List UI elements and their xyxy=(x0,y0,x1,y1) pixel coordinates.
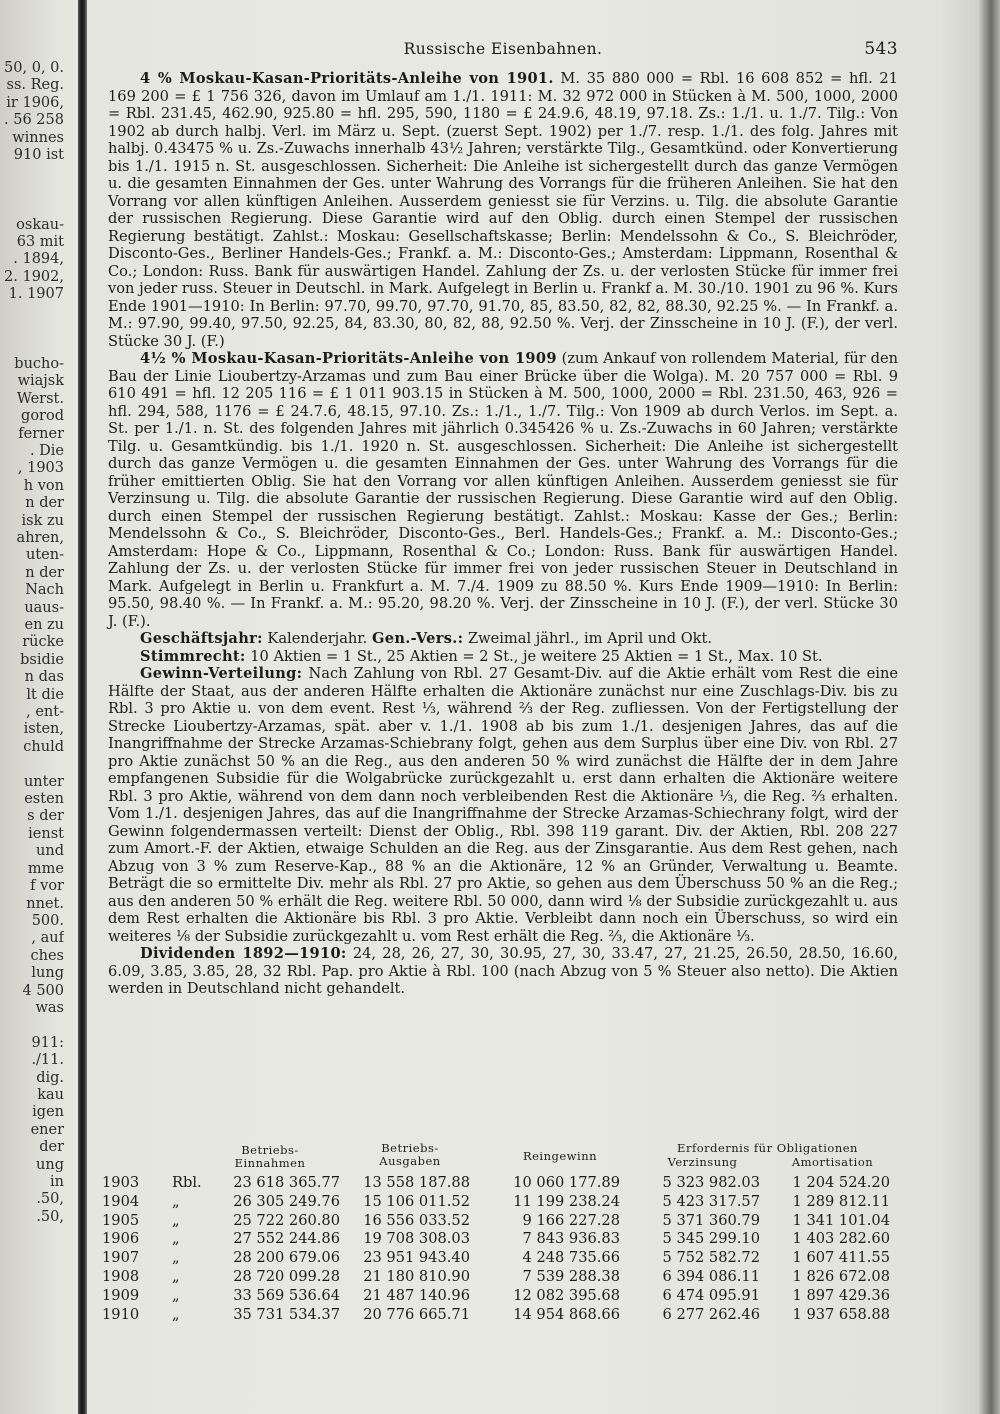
margin-fragment: 910 ist xyxy=(13,147,64,164)
paragraph-heading: Dividenden 1892—1910: xyxy=(140,945,347,962)
cell-verzinsung: 6 277 262.46 xyxy=(662,1305,760,1323)
margin-fragment xyxy=(0,1017,64,1034)
cell-verzinsung: 5 423 317.57 xyxy=(662,1192,760,1210)
cell-amortisation: 1 937 658.88 xyxy=(792,1305,890,1323)
cell-reingewinn: 7 843 936.83 xyxy=(522,1230,620,1248)
cell-betriebs-einnahmen: 26 305 249.76 xyxy=(233,1192,340,1210)
table-row xyxy=(100,1230,900,1249)
margin-fragment: bsidie xyxy=(20,651,64,668)
cell-year: 1905 xyxy=(102,1211,140,1229)
margin-fragment: , 1903 xyxy=(17,460,64,477)
margin-fragment xyxy=(0,339,64,356)
margin-fragment: nnet. xyxy=(26,895,64,912)
margin-fragment: ss. Reg. xyxy=(6,77,64,94)
cell-year: 1907 xyxy=(102,1249,140,1267)
cell-year: 1910 xyxy=(102,1305,140,1323)
cell-currency: „ xyxy=(172,1267,180,1285)
margin-fragment: 1. 1907 xyxy=(8,286,64,303)
margin-fragment: esten xyxy=(24,791,64,808)
margin-fragment: . 1894, xyxy=(13,251,64,268)
cell-betriebs-ausgaben: 23 951 943.40 xyxy=(363,1249,470,1267)
margin-fragment: 63 mit xyxy=(16,234,64,251)
cell-betriebs-ausgaben: 15 106 011.52 xyxy=(363,1192,470,1210)
margin-fragment xyxy=(0,321,64,338)
page-number: 543 xyxy=(864,39,898,59)
cell-verzinsung: 5 752 582.72 xyxy=(662,1249,760,1267)
margin-fragment: und xyxy=(36,843,64,860)
paragraph-text: (zum Ankauf von rollendem Material, für den Bau der Linie Lioubertzy-Arzamas und zum Bau einer Brücke über die Wolga). M. 20 757 000 = Rbl. 9 610 491 = hfl. 12 205 116 = £ 1 011 903.15 in Stücken à M. 500, 1000, 2000 = Rbl. 231.50, 463, 926 = hfl. 294, 588, 1176 = £ 24.7.6, 48.15, 97.10. Zs.: 1./1., 1./7. Tilg.: Von 1909 ab durch Verlos. im Sept. a. St. per 1./1. n. St. des folgenden Jahres mit jährlich 0.345426 % u. Zs.-Zuwachs in 60 Jahren; verstärkte Tilg. u. Gesamtkündig. bis 1./1. 1920 n. St. ausgeschlossen. Sicherheit: Die Anleihe ist sichergestellt durch das ganze Vermögen u. die gesamten Einnahmen der Ges. unter Wahrung des Vorrangs für die früher emittierten Oblig. Sie hat den Vorrang vor allen künftigen Anleihen. Ausserdem geniesst sie für Verzinsung u. Tilg. die absolute Garantie der russischen Regierung. Diese Garantie wird auf den Oblig. durch einen Stempel der russischen Regierung bestätigt. Zahlst.: Moskau: Kasse der Ges.; Berlin: Mendelssohn & Co., S. Bleichröder, Disconto-Ges., Berl. Handels-Ges.; Frankf. a. M.: Disconto-Ges.; Amsterdam: Hope & Co., Lippmann, Rosenthal & Co.; London: Russ. Bank für auswärtigen Handel. Zahlung der Zs. u. der verlosten Stücke für immer frei von jeder russischen Steuer in Deutschland in Mark. Aufgelegt in Berlin u. Frankfurt a. M. 7./4. 1909 zu 88.50 %. Kurs Ende 1909—1910: In Berlin: 95.50, 98.40 %. — In Frankf. a. M.: 95.20, 98.20 %. Verj. der Zinsscheine in 10 J. (F.), der verl. Stücke 30 J. (F.). xyxy=(108,350,898,630)
paragraph-text: Kalenderjahr. xyxy=(267,630,368,647)
margin-fragment: h von xyxy=(23,477,64,494)
margin-fragment xyxy=(0,199,64,216)
cell-betriebs-ausgaben: 16 556 033.52 xyxy=(363,1211,470,1229)
margin-fragment: n der xyxy=(25,495,64,512)
paragraph-heading: Gewinn-Verteilung: xyxy=(140,665,303,682)
margin-fragment: Werst. xyxy=(16,390,64,407)
financial-table xyxy=(100,1140,900,1324)
table-row xyxy=(100,1249,900,1268)
margin-fragment: rücke xyxy=(22,634,64,651)
main-text-column xyxy=(108,70,898,998)
margin-fragment: 500. xyxy=(31,912,64,929)
cell-betriebs-ausgaben: 21 487 140.96 xyxy=(363,1286,470,1304)
margin-fragment: , ent- xyxy=(26,704,64,721)
margin-fragment: s der xyxy=(27,808,64,825)
cell-amortisation: 1 826 672.08 xyxy=(792,1267,890,1285)
cell-betriebs-einnahmen: 27 552 244.86 xyxy=(233,1230,340,1248)
header-betriebs-ausgaben: Betriebs- Ausgaben xyxy=(379,1141,441,1168)
paragraph-text: Nach Zahlung von Rbl. 27 Gesamt-Div. auf die Aktie erhält vom Rest die eine Hälfte der Staat, aus der anderen Hälfte erhalten die Aktionäre zunächst nur eine Zuschlags-Div. bis zu Rbl. 3 pro Aktie u. von dem event. Rest ⅓, während ⅔ der Reg. zufliessen. Von der Fertigstellung der Strecke Lioubertzy-Arzamas, spät. aber v. 1./1. 1908 ab bis zum 1./1. desjenigen Jahres, das auf die Inangriffnahme der Strecke Arzamas-Schiebrany folgt, gehen aus dem Surplus über eine Div. von Rbl. 27 pro Aktie zunächst 50 % an die Reg., aus den anderen 50 % wird zunächst die Hälfte der in dem Jahre empfangenen Subsidie für die Wolgabrücke zurückgezahlt u. erst dann erhalten die Aktionäre weitere Rbl. 3 pro Aktie, während von dem dann noch verbleibenden Rest die Aktionäre ⅓, die Reg. ⅔ erhalten. Vom 1./1. desjenigen Jahres, das auf die Inangriffnahme der Strecke Arzamas-Schiechrany folgt, wird der Gewinn folgendermassen verteilt: Dienst der Oblig., Rbl. 398 119 garant. Div. der Aktien, Rbl. 208 227 zum Amort.-F. der Aktien, etwaige Schulden an die Reg. aus der Zinsgarantie. Aus dem Rest gehen, nach Abzug von 3 % zum Reserve-Kap., 88 % an die Aktionäre, 12 % an Gründer, Verwaltung u. Beamte. Beträgt die so ermittelte Div. mehr als Rbl. 27 pro Aktie, so gehen aus dem Überschuss 50 % an die Reg.; aus den anderen 50 % erhält die Reg. weitere Rbl. 50 000, dann wird ⅛ der Subsidie zurückgezahlt u. aus dem Rest erhalten die Aktionäre bis Rbl. 3 pro Aktie. Verbleibt dann noch ein Überschuss, so wird ein weiteres ⅛ der Subsidie zurückgezahlt u. vom Rest erhält die Reg. ⅔, die Aktionäre ⅓. xyxy=(108,665,898,945)
margin-fragment: uten- xyxy=(26,547,64,564)
margin-fragment: ./11. xyxy=(31,1052,64,1069)
cell-betriebs-einnahmen: 25 722 260.80 xyxy=(233,1211,340,1229)
cell-verzinsung: 5 371 360.79 xyxy=(662,1211,760,1229)
paragraph-dividenden xyxy=(108,945,898,998)
cell-reingewinn: 11 199 238.24 xyxy=(513,1192,620,1210)
margin-fragment: igen xyxy=(32,1104,64,1121)
header-amortisation: Amortisation xyxy=(791,1155,874,1169)
book-gutter-shadow xyxy=(78,0,87,1414)
table-body xyxy=(100,1174,900,1324)
paragraph-heading: 4½ % Moskau-Kasan-Prioritäts-Anleihe von 1909 xyxy=(140,350,557,367)
cell-reingewinn: 7 539 288.38 xyxy=(522,1267,620,1285)
margin-fragment: unter xyxy=(23,773,64,790)
cell-currency: „ xyxy=(172,1211,180,1229)
cell-betriebs-einnahmen: 35 731 534.37 xyxy=(233,1305,340,1323)
paragraph-heading-gen-vers: Gen.-Vers.: xyxy=(371,630,464,647)
header-verzinsung: Verzinsung xyxy=(667,1155,738,1169)
cell-amortisation: 1 897 429.36 xyxy=(792,1286,890,1304)
margin-fragment: uaus- xyxy=(24,599,64,616)
cell-betriebs-ausgaben: 13 558 187.88 xyxy=(363,1174,470,1191)
margin-fragment: en zu xyxy=(24,617,64,633)
margin-fragment: 911: xyxy=(31,1034,64,1051)
margin-fragment: ung xyxy=(36,1156,64,1173)
margin-fragment: . 56 258 xyxy=(4,112,64,129)
table-row xyxy=(100,1212,900,1231)
margin-fragment: oskau- xyxy=(16,216,64,233)
running-head-title: Russische Eisenbahnen. xyxy=(403,40,603,58)
cell-betriebs-ausgaben: 19 708 308.03 xyxy=(363,1230,470,1248)
cell-year: 1908 xyxy=(102,1267,140,1285)
margin-fragment: ir 1906, xyxy=(6,94,64,111)
table-row xyxy=(100,1174,900,1193)
cell-amortisation: 1 204 524.20 xyxy=(792,1174,890,1191)
margin-fragment: winnes xyxy=(12,129,64,146)
margin-fragment: f vor xyxy=(30,878,64,895)
margin-fragment: n das xyxy=(24,669,64,686)
margin-fragment: dig. xyxy=(36,1069,64,1086)
paragraph-heading: Geschäftsjahr: xyxy=(140,630,263,647)
margin-fragment: n der xyxy=(25,564,64,581)
table-row xyxy=(100,1268,900,1287)
margin-fragment: ches xyxy=(30,947,64,964)
header-reingewinn: Reingewinn xyxy=(522,1149,598,1163)
margin-fragment: bucho- xyxy=(14,355,64,372)
cell-verzinsung: 6 474 095.91 xyxy=(662,1286,760,1304)
header-erfordernis-obligationen: Erfordernis für Obligationen xyxy=(677,1141,858,1155)
margin-fragment: der xyxy=(39,1139,64,1156)
cell-currency: Rbl. xyxy=(172,1174,202,1191)
cell-reingewinn: 12 082 395.68 xyxy=(513,1286,620,1304)
running-head xyxy=(108,40,898,64)
cell-betriebs-ausgaben: 20 776 665.71 xyxy=(363,1305,470,1323)
paragraph-heading: Stimmrecht: xyxy=(140,647,246,665)
cell-betriebs-einnahmen: 28 200 679.06 xyxy=(233,1249,340,1267)
paragraph-heading: 4 % Moskau-Kasan-Prioritäts-Anleihe von 1901. xyxy=(140,70,554,87)
margin-fragment: was xyxy=(35,999,64,1016)
cell-betriebs-einnahmen: 33 569 536.64 xyxy=(233,1286,340,1304)
margin-fragment xyxy=(0,756,64,773)
margin-fragment: .50, xyxy=(36,1208,64,1225)
margin-fragment: mme xyxy=(27,860,64,877)
page-edge-shadow xyxy=(978,0,1000,1414)
left-page-margin-fragments xyxy=(0,60,64,1330)
cell-reingewinn: 10 060 177.89 xyxy=(513,1174,620,1191)
margin-fragment: 50, 0, 0. xyxy=(4,60,64,76)
cell-reingewinn: 14 954 868.66 xyxy=(513,1305,620,1323)
cell-amortisation: 1 403 282.60 xyxy=(792,1230,890,1248)
paragraph-text: M. 35 880 000 = Rbl. 16 608 852 = hfl. 21 169 200 = £ 1 756 326, davon im Umlauf am 1./1. 1911: M. 32 972 000 in Stücken à M. 500, 1000, 2000 = Rbl. 231.45, 462.90, 925.80 = hfl. 295, 590, 1180 = £ 24.9.6, 48.19, 97.18. Zs.: 1./1. u. 1./7. Tilg.: Von 1902 ab durch halbj. Verl. im März u. Sept. (zuerst Sept. 1902) per 1./7. resp. 1./1. des folg. Jahres mit halbj. 0.43475 % u. Zs.-Zuwachs innerhalb 43½ Jahren; verstärkte Tilg., Gesamtkünd. oder Konvertierung bis 1./1. 1915 n. St. ausgeschlossen. Sicherheit: Die Anleihe ist sichergestellt durch das ganze Vermögen u. die gesamten Einnahmen der Ges. unter Wahrung des Vorrangs für die früheren Anleihen. Sie hat den Vorrang vor allen künftigen Anleihen. Ausserdem geniesst sie für Verzins. u. Tilg. die absolute Garantie der russischen Regierung. Diese Garantie wird auf den Oblig. durch einen Stempel der russischen Regierung bestätigt. Zahlst.: Moskau: Gesellschaftskasse; Berlin: Mendelssohn & Co., S. Bleichröder, Disconto-Ges., Berliner Handels-Ges.; Frankf. a. M.: Disconto-Ges.; Amsterdam: Lippmann, Rosenthal & Co.; London: Russ. Bank für auswärtigen Handel. Zahlung der Zs. u. der verlosten Stücke für immer frei von jeder russ. Steuer in Deutschl. in Mark. Aufgelegt in Berlin u. Frankf a. M. 30./10. 1901 zu 96 %. Kurs Ende 1901—1910: In Berlin: 97.70, 99.70, 97.70, 91.70, 85, 83.50, 82, 82, 88.30, 92.25 %. — In Frankf. a. M.: 97.90, 99.40, 97.50, 92.25, 84, 83.30, 80, 82, 88, 92.50 %. Verj. der Zinsscheine in 10 J. (F.), der verl. Stücke 30 J. (F.) xyxy=(108,70,898,350)
margin-fragment xyxy=(0,304,64,321)
cell-amortisation: 1 607 411.55 xyxy=(792,1249,890,1267)
margin-fragment: wiajsk xyxy=(17,373,64,390)
cell-currency: „ xyxy=(172,1249,180,1267)
header-betriebs-einnahmen: Betriebs- Einnahmen xyxy=(234,1143,306,1170)
margin-fragment xyxy=(0,182,64,199)
paragraph-geschaeftsjahr xyxy=(108,630,898,648)
table-row xyxy=(100,1287,900,1306)
paragraph-text-gen-vers: Zweimal jährl., im April und Okt. xyxy=(467,630,713,647)
cell-year: 1904 xyxy=(102,1192,140,1210)
table-row xyxy=(100,1306,900,1325)
margin-fragment: , auf xyxy=(31,930,64,947)
cell-verzinsung: 5 345 299.10 xyxy=(662,1230,760,1248)
cell-betriebs-einnahmen: 28 720 099.28 xyxy=(233,1267,340,1285)
cell-currency: „ xyxy=(172,1192,180,1210)
paragraph-text: 24, 28, 26, 27, 30, 30.95, 27, 30, 33.47, 27, 21.25, 26.50, 28.50, 16.60, 6.09, 3.85, 3.85, 28, 32 Rbl. Pap. pro Aktie à Rbl. 100 (nach Abzug von 5 % Steuer also netto). Die Aktien werden in Deutschland nicht gehandelt. xyxy=(108,945,898,997)
cell-verzinsung: 6 394 086.11 xyxy=(662,1267,760,1285)
margin-fragment: ienst xyxy=(28,825,64,842)
paragraph-anleihe-1909 xyxy=(108,350,898,630)
margin-fragment: lung xyxy=(31,965,64,982)
margin-fragment: lt die xyxy=(26,686,64,703)
margin-fragment: . Die xyxy=(29,442,64,459)
margin-fragment: ferner xyxy=(18,425,64,442)
cell-year: 1903 xyxy=(102,1174,140,1191)
margin-fragment: ahren, xyxy=(16,529,64,546)
paragraph-anleihe-1901 xyxy=(108,70,898,350)
cell-amortisation: 1 289 812.11 xyxy=(792,1192,890,1210)
margin-fragment: .50, xyxy=(36,1191,64,1208)
cell-betriebs-einnahmen: 23 618 365.77 xyxy=(233,1174,340,1191)
cell-currency: „ xyxy=(172,1286,180,1304)
cell-currency: „ xyxy=(172,1305,180,1323)
margin-fragment: 2. 1902, xyxy=(4,268,64,285)
margin-fragment: isten, xyxy=(23,721,64,738)
margin-fragment xyxy=(0,164,64,181)
paragraph-stimmrecht xyxy=(108,648,898,666)
margin-fragment: kau xyxy=(37,1086,64,1103)
table-header xyxy=(100,1140,900,1174)
paragraph-text: 10 Aktien = 1 St., 25 Aktien = 2 St., je weitere 25 Aktien = 1 St., Max. 10 St. xyxy=(250,647,823,665)
cell-verzinsung: 5 323 982.03 xyxy=(662,1174,760,1191)
cell-year: 1909 xyxy=(102,1286,140,1304)
cell-year: 1906 xyxy=(102,1230,140,1248)
table-row xyxy=(100,1193,900,1212)
margin-fragment: gorod xyxy=(21,408,64,425)
margin-fragment: in xyxy=(50,1174,64,1190)
margin-fragment: Nach xyxy=(25,582,64,599)
margin-fragment: ener xyxy=(30,1121,64,1138)
margin-fragment: chuld xyxy=(23,738,64,755)
margin-fragment: isk zu xyxy=(21,512,64,529)
cell-reingewinn: 9 166 227.28 xyxy=(522,1211,620,1229)
cell-currency: „ xyxy=(172,1230,180,1248)
margin-fragment: 4 500 xyxy=(22,982,64,999)
cell-reingewinn: 4 248 735.66 xyxy=(522,1249,620,1267)
cell-betriebs-ausgaben: 21 180 810.90 xyxy=(363,1267,470,1285)
cell-amortisation: 1 341 101.04 xyxy=(792,1211,890,1229)
paragraph-gewinn-verteilung xyxy=(108,665,898,945)
